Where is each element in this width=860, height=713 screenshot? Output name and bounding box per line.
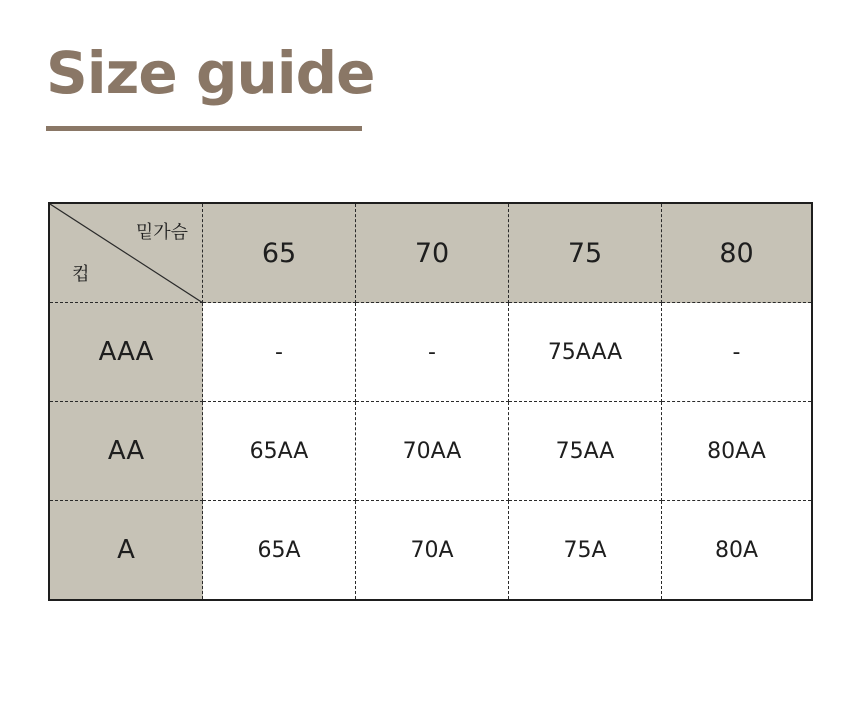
underbust-label: 밑가슴	[135, 222, 188, 243]
size-table	[48, 202, 813, 601]
column-header: 65	[203, 204, 356, 303]
row-header: A	[50, 501, 203, 599]
table-cell: 80A	[662, 501, 811, 599]
table-cell: -	[662, 303, 811, 402]
row-header: AA	[50, 402, 203, 501]
table-cell: 65AA	[203, 402, 356, 501]
column-header: 70	[356, 204, 509, 303]
table-cell: 70AA	[356, 402, 509, 501]
title-underline	[46, 126, 362, 131]
column-header: 80	[662, 204, 811, 303]
page-title: Size guide	[46, 39, 375, 107]
table-cell: 70A	[356, 501, 509, 599]
table-cell: 75AAA	[509, 303, 662, 402]
table-cell: 75A	[509, 501, 662, 599]
table-corner-cell	[50, 204, 203, 303]
table-cell: 65A	[203, 501, 356, 599]
row-header: AAA	[50, 303, 203, 402]
table-cell: 80AA	[662, 402, 811, 501]
cup-label: 컵	[72, 264, 90, 285]
table-cell: 75AA	[509, 402, 662, 501]
column-header: 75	[509, 204, 662, 303]
table-cell: -	[203, 303, 356, 402]
table-cell: -	[356, 303, 509, 402]
